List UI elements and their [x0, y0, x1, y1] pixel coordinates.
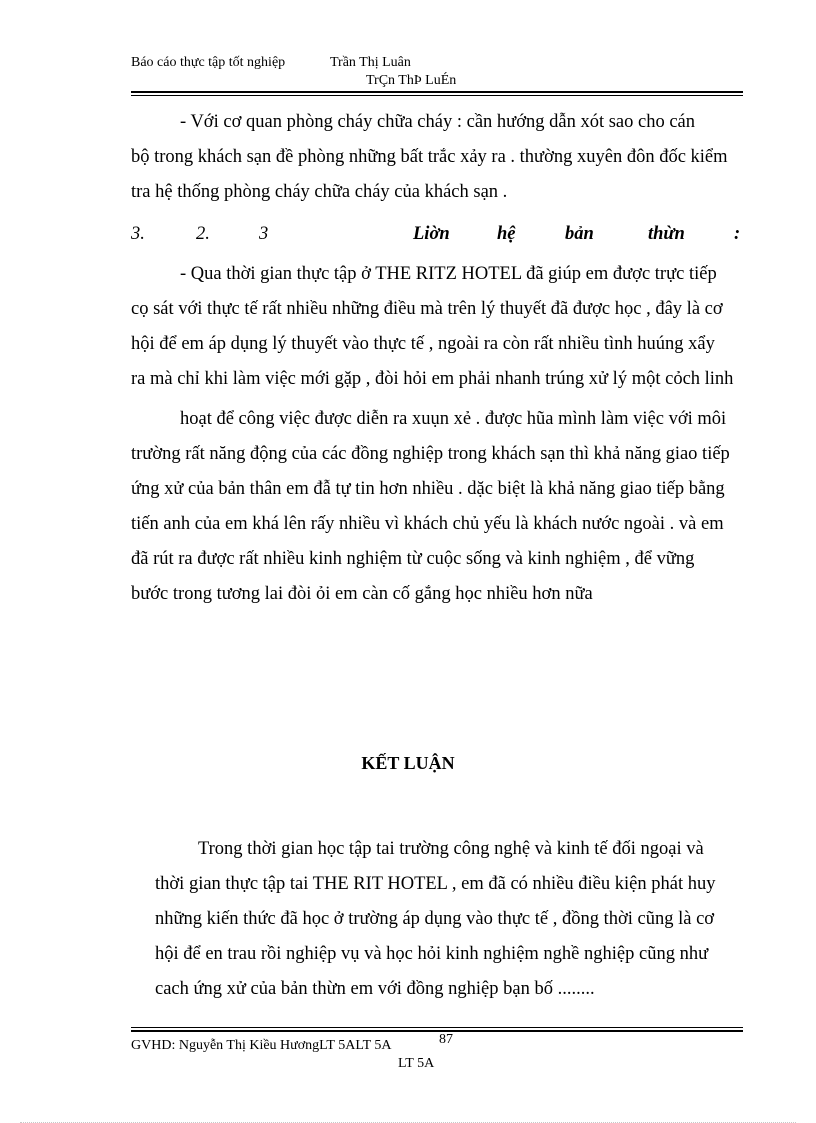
section-word-3: bản [565, 224, 594, 244]
header-report-title: Báo cáo thực tập tốt nghiệp [131, 55, 286, 70]
conclusion-line: thời gian thực tập tai THE RIT HOTEL , em đã có nhiều điều kiện phát huy [155, 874, 716, 894]
header-rule-top [131, 91, 743, 93]
conclusion-title: KẾT LUẬN [361, 753, 455, 773]
paragraph3-line: ứng xử của bản thân em đẫ tự tin hơn nhiều . dặc biệt là khả năng giao tiếp bằng [131, 479, 725, 499]
section-number-2: 2. [196, 224, 210, 244]
paragraph3-line: hoạt để công việc được diễn ra xuụn xẻ . được hũa mình làm việc với môi [180, 409, 727, 429]
footer-advisor: GVHD: Nguyễn Thị Kiều HươngLT 5ALT 5A [131, 1038, 392, 1053]
conclusion-line: cach ứng xử của bản thừn em với đồng nghiệp bạn bố ........ [155, 979, 595, 999]
footer-page-number: 87 [439, 1032, 453, 1047]
footer-rule-bottom [131, 1030, 743, 1032]
conclusion-line: hội để en trau rồi nghiệp vụ và học hỏi kinh nghiệm nghề nghiệp cũng như [155, 944, 709, 964]
paragraph1-line: tra hệ thống phòng cháy chữa cháy của khách sạn . [131, 182, 508, 202]
conclusion-line: Trong thời gian học tập tai trường công nghệ và kinh tế đối ngoại và [198, 839, 704, 859]
section-word-4: thừn [648, 224, 685, 244]
section-word-5: : [734, 224, 741, 244]
paragraph2-line: hội để em áp dụng lý thuyết vào thực tế , ngoài ra còn rất nhiều tình huúng xẩy [131, 334, 715, 354]
paragraph3-line: trường rất năng động của các đồng nghiệp trong khách sạn thì khả năng giao tiếp [131, 444, 730, 464]
section-number-1: 3. [131, 224, 145, 244]
header-rule-bottom [131, 95, 743, 96]
paragraph2-line: cọ sát với thực tế rất nhiều những điều mà trên lý thuyết đã được học , đây là cơ [131, 299, 723, 319]
paragraph1-line: bộ trong khách sạn đề phòng những bất trắc xảy ra . thường xuyên đôn đốc kiểm [131, 147, 728, 167]
paragraph3-line: tiến anh của em khá lên rấy nhiều vì khách chủ yếu là khách nước ngoài . và em [131, 514, 724, 534]
paragraph2-line: ra mà chỉ khi làm việc mới gặp , đòi hỏi em phải nhanh trúng xử lý một cỏch linh [131, 369, 734, 389]
paragraph3-line: đã rút ra được rất nhiều kinh nghiệm từ cuộc sống và kinh nghiệm , để vững [131, 549, 695, 569]
paragraph3-line: bước trong tương lai đòi ỏi em càn cố gắng học nhiều hơn nữa [131, 584, 593, 604]
paragraph2-line: - Qua thời gian thực tập ở THE RITZ HOTEL đã giúp em được trực tiếp [180, 264, 717, 284]
section-word-1: Liờn [413, 224, 450, 244]
conclusion-line: những kiến thức đã học ở trường áp dụng vào thực tế , đồng thời cũng là cơ [155, 909, 715, 929]
paragraph1-line: - Với cơ quan phòng cháy chữa cháy : cần hướng dẫn xót sao cho cán [180, 112, 696, 132]
header-author-garbled: TrÇn ThÞ LuÉn [366, 73, 457, 88]
section-number-3: 3 [259, 224, 269, 244]
section-word-2: hệ [497, 224, 516, 244]
footer-class: LT 5A [398, 1056, 435, 1071]
header-author: Trần Thị Luân [330, 55, 411, 70]
footer-rule-top [131, 1027, 743, 1028]
